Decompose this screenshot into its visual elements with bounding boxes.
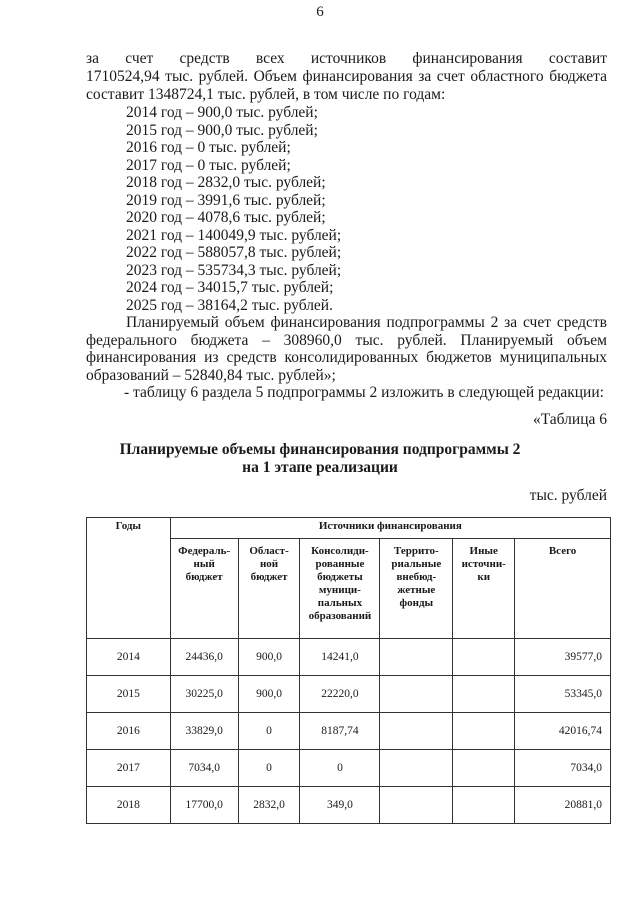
- table-row: [87, 750, 611, 787]
- cell-territorial: [380, 750, 453, 787]
- cell-year: 2018: [87, 787, 171, 824]
- cell-territorial: [380, 713, 453, 750]
- cell-other: [453, 713, 515, 750]
- year-allocation: 2018 год – 2832,0 тыс. рублей;: [126, 174, 326, 191]
- column-header-territorial: Террито- риальные внебюд- жетные фонды: [380, 539, 453, 639]
- cell-regional: 900,0: [238, 676, 300, 713]
- cell-total: 7034,0: [515, 750, 611, 787]
- intro-line: 1710524,94 тыс. рублей. Объем финансирования за счет областного бюджета: [86, 68, 607, 85]
- intro-line: за счет средств всех источников финансирования составит: [86, 50, 607, 67]
- year-allocation: 2017 год – 0 тыс. рублей;: [126, 157, 291, 174]
- sources-header: Источники финансирования: [170, 518, 610, 539]
- paragraph-line: образований – 52840,84 тыс. рублей»;: [86, 367, 336, 384]
- cell-federal: 24436,0: [170, 639, 238, 676]
- paragraph-line: Планируемый объем финансирования подпрограммы 2 за счет средств: [126, 314, 607, 331]
- year-allocation: 2023 год – 535734,3 тыс. рублей;: [126, 262, 342, 279]
- year-allocation: 2022 год – 588057,8 тыс. рублей;: [126, 244, 342, 261]
- cell-year: 2015: [87, 676, 171, 713]
- cell-regional: 900,0: [238, 639, 300, 676]
- cell-consolidated: 22220,0: [300, 676, 380, 713]
- cell-total: 53345,0: [515, 676, 611, 713]
- cell-other: [453, 750, 515, 787]
- cell-territorial: [380, 787, 453, 824]
- table-title: Планируемые объемы финансирования подпрограммы 2: [119, 441, 521, 458]
- year-allocation: 2020 год – 4078,6 тыс. рублей;: [126, 209, 326, 226]
- cell-territorial: [380, 639, 453, 676]
- year-allocation: 2024 год – 34015,7 тыс. рублей;: [126, 279, 334, 296]
- paragraph-line: финансирования из средств консолидированных бюджетов муниципальных: [86, 349, 607, 366]
- financing-table: [86, 517, 611, 824]
- year-allocation: 2016 год – 0 тыс. рублей;: [126, 139, 291, 156]
- cell-other: [453, 639, 515, 676]
- table-title: на 1 этапе реализации: [242, 459, 398, 476]
- year-allocation: 2025 год – 38164,2 тыс. рублей.: [126, 297, 333, 314]
- intro-line: составит 1348724,1 тыс. рублей, в том числе по годам:: [86, 86, 446, 103]
- year-allocation: 2019 год – 3991,6 тыс. рублей;: [126, 192, 326, 209]
- table-row: [87, 713, 611, 750]
- table-label: «Таблица 6: [532, 411, 607, 428]
- column-header-total: Всего: [515, 539, 611, 639]
- instruction-text: - таблицу 6 раздела 5 подпрограммы 2 изложить в следующей редакции:: [124, 384, 604, 401]
- cell-federal: 33829,0: [170, 713, 238, 750]
- cell-consolidated: 349,0: [300, 787, 380, 824]
- cell-year: 2016: [87, 713, 171, 750]
- table-row: [87, 676, 611, 713]
- column-header-federal: Федераль- ный бюджет: [170, 539, 238, 639]
- cell-other: [453, 787, 515, 824]
- cell-consolidated: 8187,74: [300, 713, 380, 750]
- cell-regional: 2832,0: [238, 787, 300, 824]
- page-number: 6: [316, 4, 324, 20]
- cell-other: [453, 676, 515, 713]
- cell-year: 2017: [87, 750, 171, 787]
- cell-consolidated: 14241,0: [300, 639, 380, 676]
- cell-consolidated: 0: [300, 750, 380, 787]
- year-allocation: 2021 год – 140049,9 тыс. рублей;: [126, 227, 342, 244]
- cell-federal: 17700,0: [170, 787, 238, 824]
- year-allocation: 2014 год – 900,0 тыс. рублей;: [126, 104, 318, 121]
- cell-total: 42016,74: [515, 713, 611, 750]
- cell-year: 2014: [87, 639, 171, 676]
- cell-regional: 0: [238, 713, 300, 750]
- cell-total: 39577,0: [515, 639, 611, 676]
- table-row: [87, 787, 611, 824]
- year-allocation: 2015 год – 900,0 тыс. рублей;: [126, 122, 318, 139]
- column-header-other: Иные источни- ки: [453, 539, 515, 639]
- cell-federal: 7034,0: [170, 750, 238, 787]
- column-header-regional: Област- ной бюджет: [238, 539, 300, 639]
- cell-regional: 0: [238, 750, 300, 787]
- years-header: Годы: [87, 518, 171, 639]
- paragraph-line: федерального бюджета – 308960,0 тыс. рублей. Планируемый объем: [86, 332, 607, 349]
- table-row: [87, 639, 611, 676]
- cell-federal: 30225,0: [170, 676, 238, 713]
- column-header-consolidated: Консолиди- рованные бюджеты муници- пальных образований: [300, 539, 380, 639]
- cell-total: 20881,0: [515, 787, 611, 824]
- cell-territorial: [380, 676, 453, 713]
- unit-label: тыс. рублей: [529, 487, 607, 504]
